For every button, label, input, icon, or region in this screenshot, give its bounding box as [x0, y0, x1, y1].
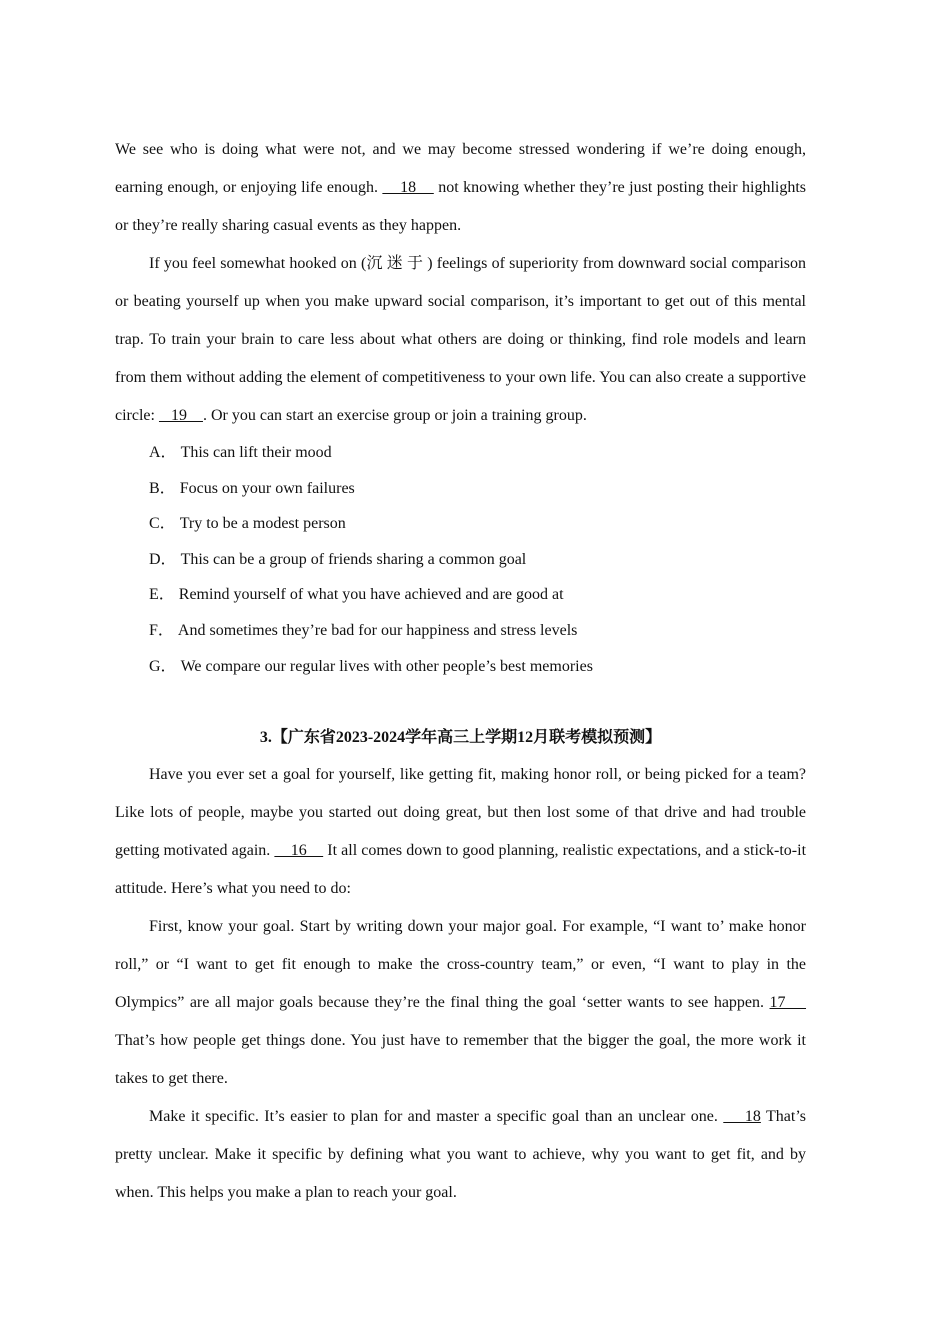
options-list	[115, 435, 806, 684]
blank-16: 16	[274, 842, 324, 860]
passage3-paragraph-3: Make it specific. It’s easier to plan for and master a specific goal than an unclear one. 18 That’s pretty unclear. Make it specific by defining what you want to achieve, why you want to get fit, and by when. This helps you make a plan to reach your goal.	[115, 1108, 806, 1202]
document-page	[115, 131, 806, 1212]
option-c: C． Try to be a modest person	[149, 515, 346, 533]
option-a: A． This can lift their mood	[149, 444, 332, 461]
option-e: E． Remind yourself of what you have achieved and are good at	[149, 586, 564, 604]
chinese-gloss: 沉迷于	[366, 255, 428, 272]
option-b: B． Focus on your own failures	[149, 479, 355, 497]
passage3-paragraph-1: Have you ever set a goal for yourself, like getting fit, making honor roll, or being picked for a team? Like lots of people, maybe you started out doing great, but then lost some of that drive and had trouble getting motivated again. 16 It all comes down to good planning, realistic expectations, and a stick-to-it attitude. Here’s what you need to do:	[115, 766, 807, 898]
passage2-paragraph-2: If you feel somewhat hooked on (沉迷于) feelings of superiority from downward social comparison or beating yourself up when you make upward social comparison, it’s important to get out of this mental trap. To train your brain to care less about what others are doing or thinking, find role models and learn from them without adding the element of competitiveness to your own life. You can also create a supportive circle: 19 . Or you can start an exercise group or join a training group.	[115, 255, 807, 424]
option-f: F． And sometimes they’re bad for our happiness and stress levels	[149, 621, 578, 639]
blank-17: 17	[769, 994, 807, 1012]
question-title: 3.【广东省2023-2024学年高三上学期12月联考模拟预测】	[259, 729, 662, 747]
blank-18-second: 18	[723, 1108, 761, 1126]
passage3-paragraph-2: First, know your goal. Start by writing down your major goal. For example, “I want to’ make honor roll,” or “I want to get fit enough to make the cross-country team,” or even, “I want to play in the Olympics” are all major goals because they’re the final thing the goal ‘setter wants to see happen. 17 That’s how people get things done. You just have to remember that the bigger the goal, the more work it takes to get there.	[115, 918, 807, 1088]
option-d: D． This can be a group of friends sharing a common goal	[149, 550, 527, 568]
passage2-paragraph-1: We see who is doing what were not, and we may become stressed wondering if we’re doing enough, earning enough, or enjoying life enough. 18 not knowing whether they’re just posting their highlights or they’re really sharing casual events as they happen.	[115, 141, 807, 234]
blank-19: 19	[158, 407, 203, 424]
blank-18: 18	[382, 179, 434, 196]
option-g: G． We compare our regular lives with other people’s best memories	[149, 657, 593, 675]
